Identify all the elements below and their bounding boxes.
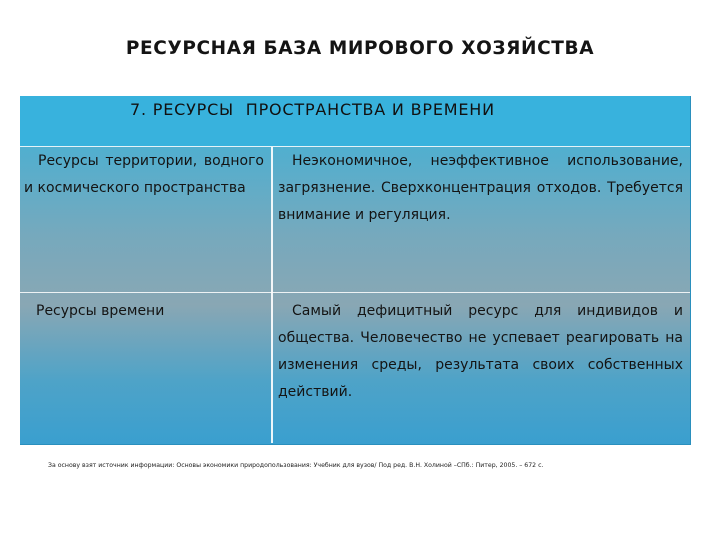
source-footnote: За основу взят источник информации: Основы экономики природопользования: Учебник для вузов/ Под ред. В.Н. Холиной –СПб.: Питер, 2005. – 672 с. <box>48 462 544 469</box>
row-divider <box>20 292 690 293</box>
table-header-text: 7. РЕСУРСЫ ПРОСТРАНСТВА И ВРЕМЕНИ <box>130 100 495 119</box>
resource-table <box>20 96 691 445</box>
table-row-2-description: Самый дефицитный ресурс для индивидов и общества. Человечество не успевает реагировать на изменения среды, результата своих собственных действий. <box>278 303 683 400</box>
table-row-2-resource: Ресурсы времени <box>36 303 165 319</box>
table-header-row <box>20 96 690 146</box>
table-row-1-resource: Ресурсы территории, водного и космического пространства <box>24 153 264 196</box>
table-row-1-description: Неэкономичное, неэффективное использование, загрязнение. Сверхконцентрация отходов. Требуется внимание и регуляция. <box>278 153 683 223</box>
column-divider <box>271 147 273 443</box>
slide-title: РЕСУРСНАЯ БАЗА МИРОВОГО ХОЗЯЙСТВА <box>125 38 595 59</box>
header-divider <box>20 146 690 147</box>
